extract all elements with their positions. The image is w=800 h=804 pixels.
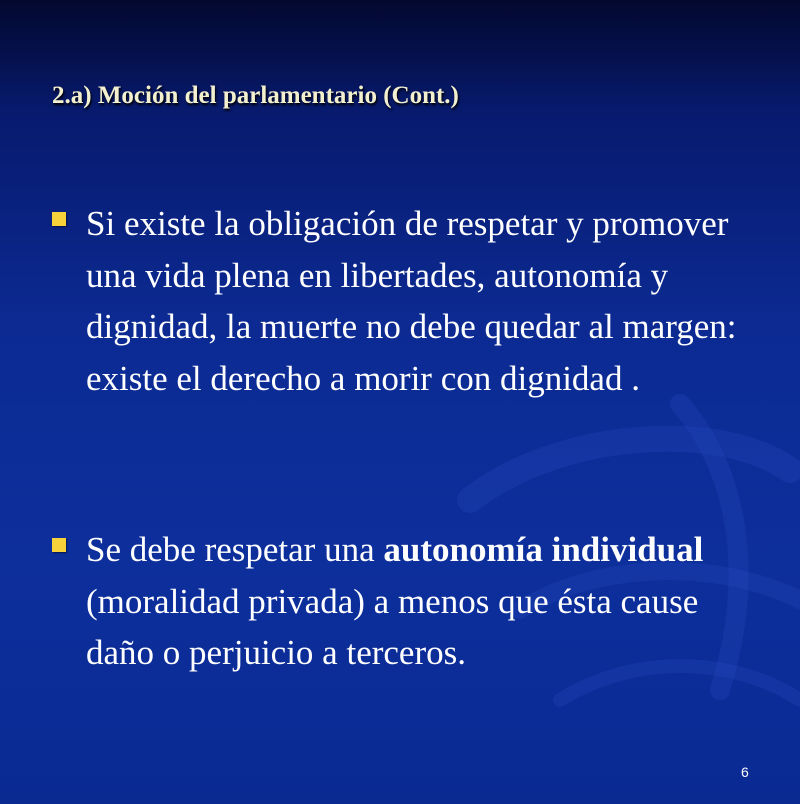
square-bullet-icon (52, 212, 66, 226)
bullet-text-2 (86, 524, 752, 679)
bullet-item-1 (52, 198, 752, 404)
square-bullet-icon (52, 538, 66, 552)
bullet-text-2-bold: autonomía individual (383, 530, 704, 569)
bullet-text-2-post: (moralidad privada) a menos que ésta cause daño o perjuicio a terceros. (86, 581, 699, 672)
bullet-text-1: Si existe la obligación de respetar y promover una vida plena en libertades, autonomía y dignidad, la muerte no debe quedar al margen: existe el derecho a morir con dignidad . (86, 204, 737, 398)
bullet-text-2-pre: Se debe respetar una (86, 530, 384, 569)
bullet-item-2 (52, 524, 752, 679)
page-number: 6 (741, 764, 749, 780)
slide-title: 2.a) Moción del parlamentario (Cont.) (52, 82, 459, 109)
